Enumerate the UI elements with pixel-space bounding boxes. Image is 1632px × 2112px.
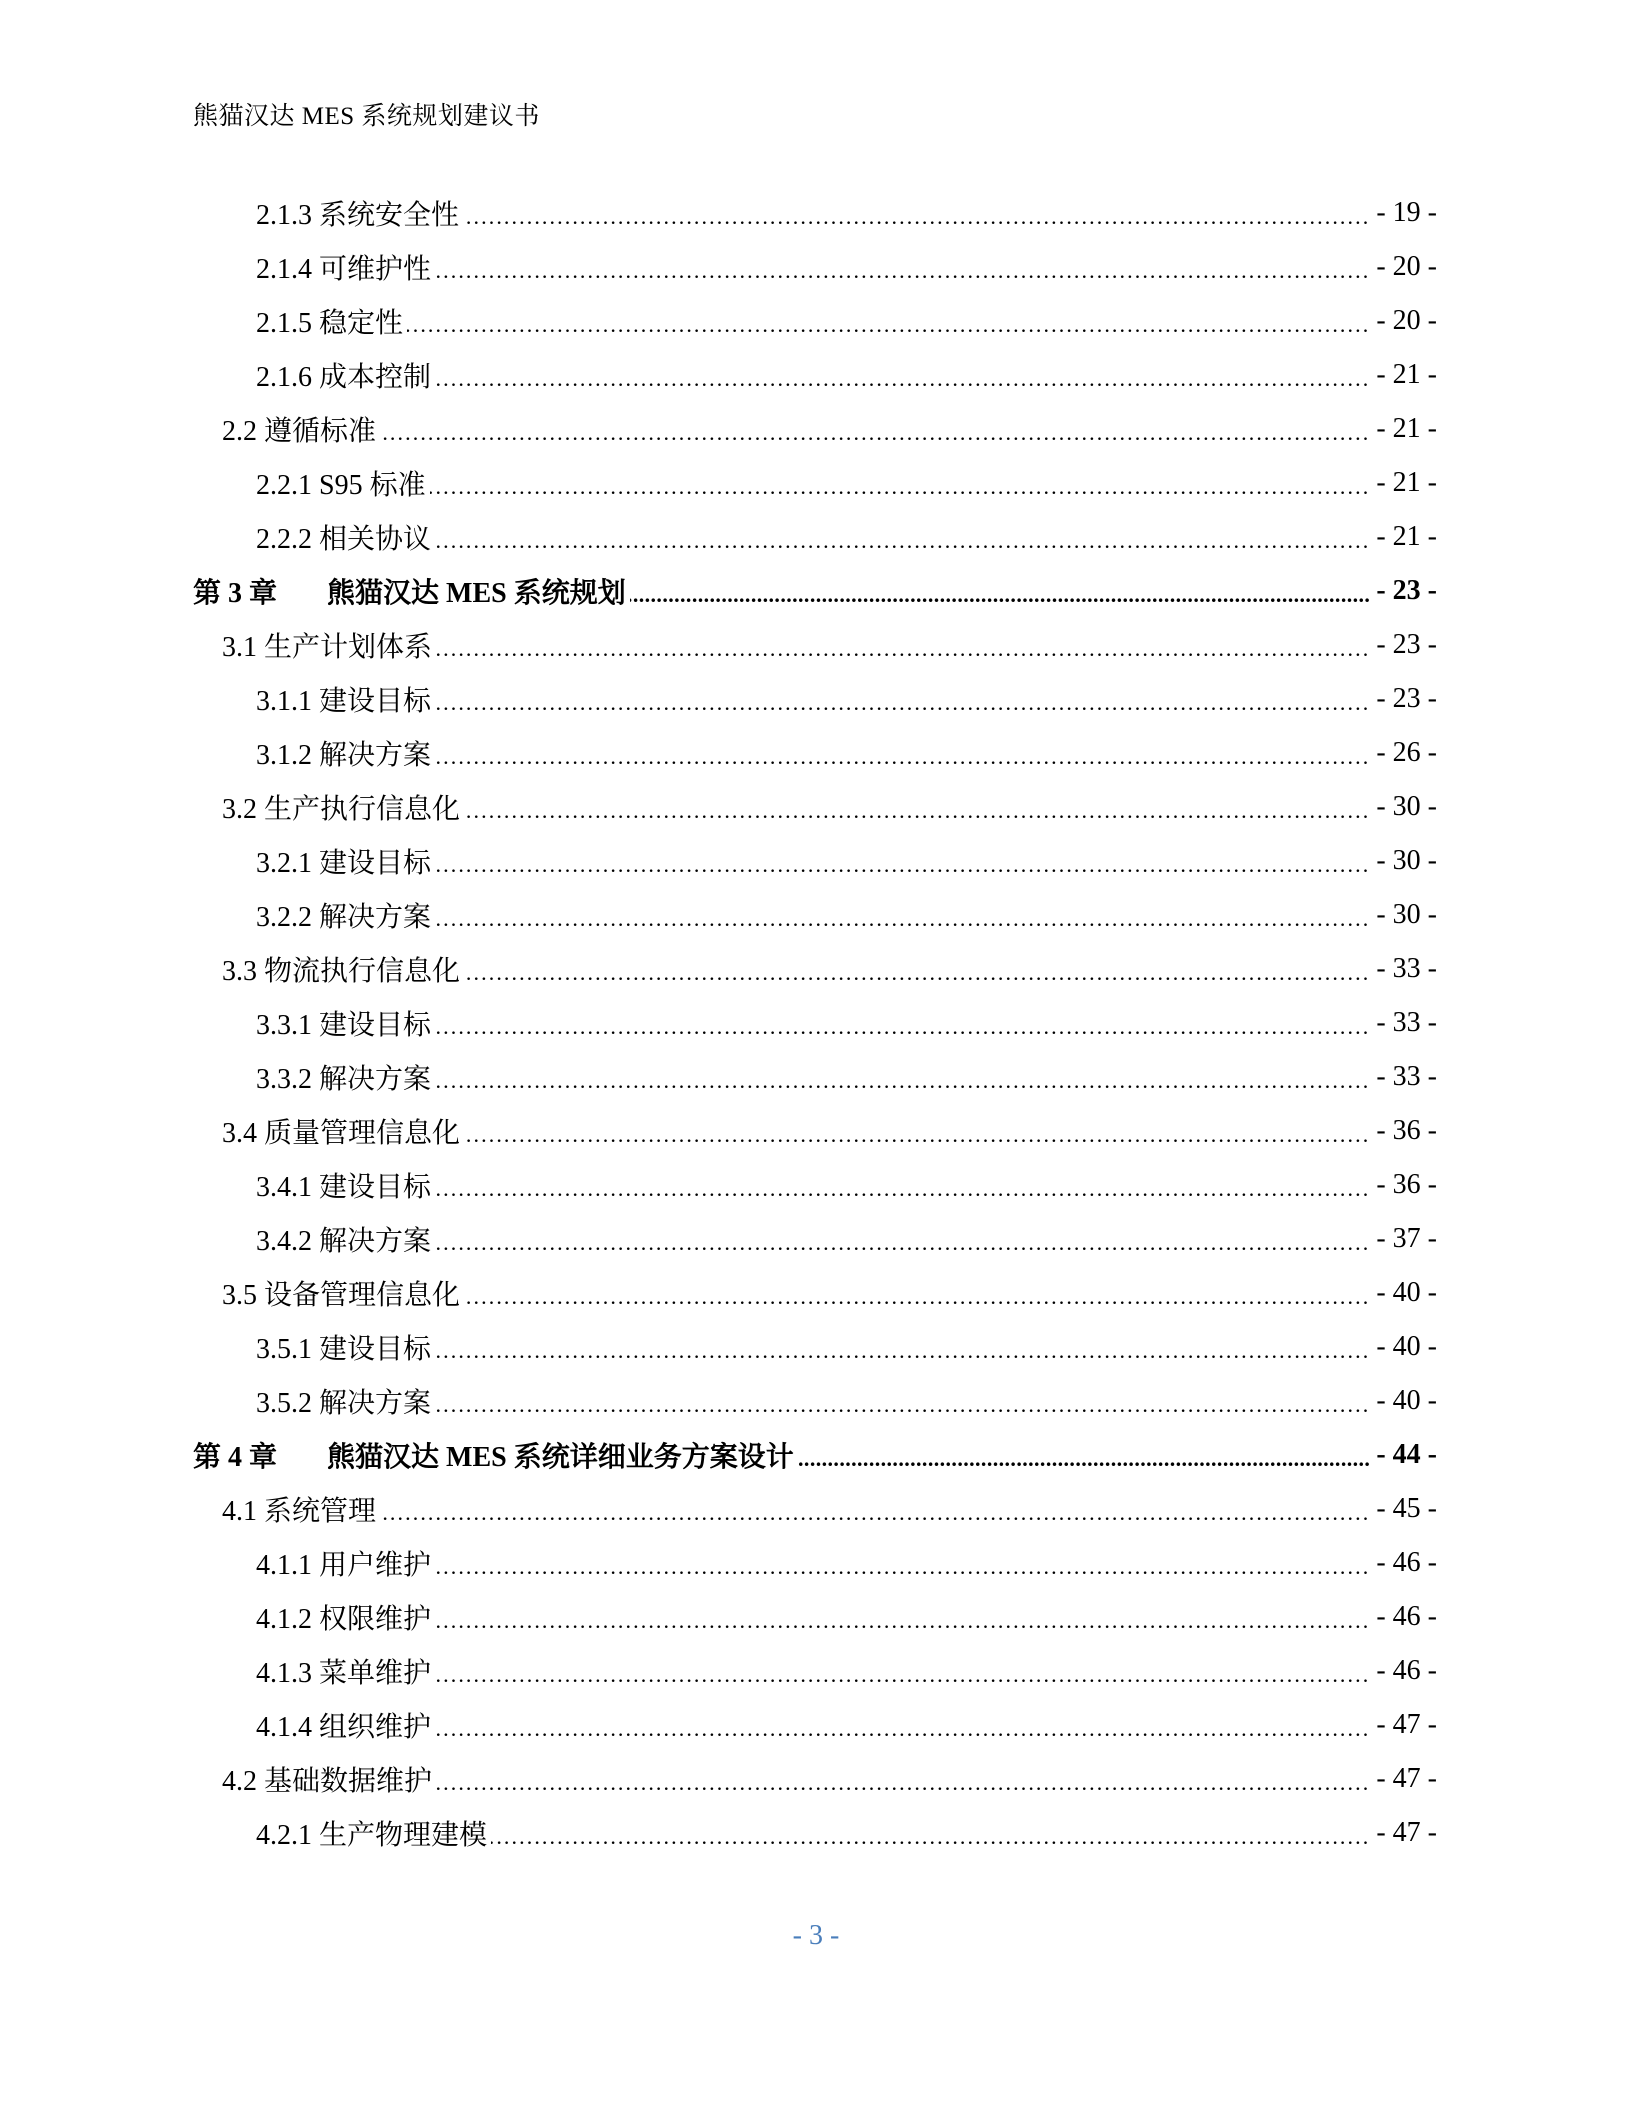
toc-entry-title: 生产执行信息化 xyxy=(264,794,461,825)
dot-leader xyxy=(435,1170,1370,1200)
toc-entry-page-number: - 21 - xyxy=(1376,467,1437,498)
dot-leader xyxy=(435,1332,1370,1362)
toc-entry-page-number: - 30 - xyxy=(1376,845,1437,876)
toc-entry-label xyxy=(256,733,435,773)
toc-entry-page-number: - 40 - xyxy=(1376,1277,1437,1308)
toc-entry-spacer xyxy=(257,1496,264,1527)
toc-entry-label xyxy=(222,1489,380,1529)
toc-subsection-entry[interactable] xyxy=(0,726,1632,780)
toc-entry-page-number: - 47 - xyxy=(1376,1817,1437,1848)
toc-entry-number: 4.1.1 xyxy=(256,1550,312,1581)
toc-entry-page-number: - 33 - xyxy=(1376,1007,1437,1038)
toc-entry-title: 解决方案 xyxy=(319,902,432,933)
toc-entry-label xyxy=(222,787,464,827)
toc-entry-number: 2.1.4 xyxy=(256,254,312,285)
toc-entry-spacer xyxy=(257,1280,264,1311)
toc-entry-title: 生产物理建模 xyxy=(319,1820,488,1851)
toc-entry-title: 物流执行信息化 xyxy=(264,956,461,987)
toc-subsection-entry[interactable] xyxy=(0,1050,1632,1104)
toc-entry-page-number: - 46 - xyxy=(1376,1655,1437,1686)
toc-section-entry[interactable] xyxy=(0,1266,1632,1320)
dot-leader xyxy=(430,468,1371,498)
toc-subsection-entry[interactable] xyxy=(0,672,1632,726)
toc-entry-label xyxy=(222,625,436,665)
dot-leader xyxy=(435,1224,1370,1254)
toc-entry-spacer xyxy=(312,1550,319,1581)
toc-entry-page-number: - 26 - xyxy=(1376,737,1437,768)
toc-entry-title: 建设目标 xyxy=(319,1334,432,1365)
toc-entry-number: 2.2 xyxy=(222,416,257,447)
toc-entry-page-number: - 44 - xyxy=(1376,1439,1437,1470)
toc-subsection-entry[interactable] xyxy=(0,1806,1632,1860)
table-of-contents xyxy=(0,186,1632,1860)
toc-entry-spacer xyxy=(312,740,319,771)
toc-subsection-entry[interactable] xyxy=(0,834,1632,888)
toc-entry-label xyxy=(222,1273,464,1313)
toc-entry-title: 解决方案 xyxy=(319,1226,432,1257)
toc-entry-page-number: - 21 - xyxy=(1376,521,1437,552)
toc-entry-spacer xyxy=(257,416,264,447)
dot-leader xyxy=(407,306,1370,336)
toc-entry-label xyxy=(256,1597,435,1637)
toc-entry-label xyxy=(256,895,435,935)
toc-entry-spacer xyxy=(312,1658,319,1689)
toc-entry-number: 4.1 xyxy=(222,1496,257,1527)
toc-entry-title: 可维护性 xyxy=(319,254,432,285)
toc-section-entry[interactable] xyxy=(0,1482,1632,1536)
toc-subsection-entry[interactable] xyxy=(0,1590,1632,1644)
toc-subsection-entry[interactable] xyxy=(0,510,1632,564)
toc-entry-label xyxy=(193,1435,798,1475)
toc-entry-number: 第 3 章 xyxy=(193,578,278,609)
toc-entry-number: 3.3 xyxy=(222,956,257,987)
toc-subsection-entry[interactable] xyxy=(0,186,1632,240)
toc-entry-spacer xyxy=(257,794,264,825)
toc-entry-spacer xyxy=(312,524,319,555)
toc-entry-title: 设备管理信息化 xyxy=(264,1280,461,1311)
toc-entry-number: 3.4.1 xyxy=(256,1172,312,1203)
toc-chapter-entry[interactable] xyxy=(0,1428,1632,1482)
toc-chapter-entry[interactable] xyxy=(0,564,1632,618)
dot-leader xyxy=(380,414,1370,444)
toc-entry-label xyxy=(256,679,435,719)
toc-entry-label xyxy=(222,1111,464,1151)
dot-leader xyxy=(435,1656,1370,1686)
dot-leader xyxy=(491,1818,1370,1848)
toc-entry-number: 3.2.1 xyxy=(256,848,312,879)
toc-entry-number: 4.2.1 xyxy=(256,1820,312,1851)
dot-leader xyxy=(380,1494,1370,1524)
dot-leader xyxy=(435,1548,1370,1578)
toc-section-entry[interactable] xyxy=(0,1752,1632,1806)
toc-entry-page-number: - 30 - xyxy=(1376,899,1437,930)
toc-entry-label xyxy=(256,1381,435,1421)
toc-entry-spacer xyxy=(312,1712,319,1743)
toc-entry-number: 4.2 xyxy=(222,1766,257,1797)
toc-entry-title: 建设目标 xyxy=(319,1010,432,1041)
toc-entry-label xyxy=(256,841,435,881)
toc-entry-title: 菜单维护 xyxy=(319,1658,432,1689)
toc-entry-page-number: - 33 - xyxy=(1376,953,1437,984)
toc-entry-label xyxy=(256,1003,435,1043)
toc-entry-label xyxy=(256,355,435,395)
toc-entry-label xyxy=(256,1651,435,1691)
toc-entry-page-number: - 23 - xyxy=(1376,683,1437,714)
toc-entry-number: 2.2.1 xyxy=(256,470,312,501)
toc-entry-label xyxy=(222,949,464,989)
toc-entry-spacer xyxy=(312,362,319,393)
toc-subsection-entry[interactable] xyxy=(0,1374,1632,1428)
toc-entry-label xyxy=(256,1165,435,1205)
toc-entry-label xyxy=(256,1813,491,1853)
dot-leader xyxy=(435,1710,1370,1740)
toc-entry-spacer xyxy=(312,308,319,339)
dot-leader xyxy=(464,1116,1370,1146)
toc-entry-number: 第 4 章 xyxy=(193,1442,278,1473)
toc-entry-label xyxy=(256,463,430,503)
toc-entry-label xyxy=(222,409,380,449)
toc-subsection-entry[interactable] xyxy=(0,1698,1632,1752)
toc-entry-title: 建设目标 xyxy=(319,686,432,717)
toc-entry-page-number: - 19 - xyxy=(1376,197,1437,228)
toc-entry-title: 解决方案 xyxy=(319,1064,432,1095)
toc-entry-title: 稳定性 xyxy=(319,308,404,339)
toc-subsection-entry[interactable] xyxy=(0,456,1632,510)
toc-entry-page-number: - 20 - xyxy=(1376,251,1437,282)
toc-entry-number: 4.1.4 xyxy=(256,1712,312,1743)
toc-entry-label xyxy=(256,1057,435,1097)
toc-entry-spacer xyxy=(257,632,264,663)
toc-entry-title: 解决方案 xyxy=(319,1388,432,1419)
toc-entry-title: 相关协议 xyxy=(319,524,432,555)
dot-leader xyxy=(798,1440,1371,1470)
toc-subsection-entry[interactable] xyxy=(0,1536,1632,1590)
toc-entry-spacer xyxy=(312,470,319,501)
toc-entry-spacer xyxy=(312,254,319,285)
toc-entry-spacer xyxy=(257,1118,264,1149)
toc-entry-label xyxy=(256,1327,435,1367)
toc-entry-label xyxy=(256,517,435,557)
toc-entry-page-number: - 23 - xyxy=(1376,575,1437,606)
toc-subsection-entry[interactable] xyxy=(0,1320,1632,1374)
toc-entry-page-number: - 33 - xyxy=(1376,1061,1437,1092)
toc-entry-page-number: - 46 - xyxy=(1376,1547,1437,1578)
toc-entry-number: 4.1.3 xyxy=(256,1658,312,1689)
toc-entry-title: 组织维护 xyxy=(319,1712,432,1743)
dot-leader xyxy=(464,1278,1370,1308)
toc-entry-page-number: - 47 - xyxy=(1376,1709,1437,1740)
dot-leader xyxy=(435,1008,1370,1038)
toc-subsection-entry[interactable] xyxy=(0,348,1632,402)
toc-entry-title: 熊猫汉达 MES 系统详细业务方案设计 xyxy=(327,1442,794,1473)
toc-section-entry[interactable] xyxy=(0,1104,1632,1158)
toc-entry-spacer xyxy=(312,1172,319,1203)
toc-entry-label xyxy=(256,1705,435,1745)
dot-leader xyxy=(463,198,1370,228)
toc-entry-page-number: - 21 - xyxy=(1376,413,1437,444)
toc-entry-number: 3.3.1 xyxy=(256,1010,312,1041)
toc-entry-page-number: - 30 - xyxy=(1376,791,1437,822)
toc-entry-spacer xyxy=(257,956,264,987)
toc-entry-title: 生产计划体系 xyxy=(264,632,433,663)
toc-section-entry[interactable] xyxy=(0,618,1632,672)
toc-entry-spacer xyxy=(312,200,319,231)
toc-entry-label xyxy=(256,301,407,341)
toc-entry-spacer xyxy=(312,902,319,933)
dot-leader xyxy=(435,900,1370,930)
toc-entry-number: 3.3.2 xyxy=(256,1064,312,1095)
toc-entry-page-number: - 23 - xyxy=(1376,629,1437,660)
dot-leader xyxy=(464,792,1370,822)
toc-entry-number: 3.1.2 xyxy=(256,740,312,771)
toc-entry-label xyxy=(256,1543,435,1583)
toc-subsection-entry[interactable] xyxy=(0,294,1632,348)
toc-entry-spacer xyxy=(312,1334,319,1365)
toc-entry-label xyxy=(222,1759,436,1799)
toc-entry-spacer xyxy=(312,1064,319,1095)
toc-entry-title: 用户维护 xyxy=(319,1550,432,1581)
toc-entry-spacer xyxy=(312,1604,319,1635)
toc-entry-spacer xyxy=(312,686,319,717)
toc-entry-page-number: - 47 - xyxy=(1376,1763,1437,1794)
toc-section-entry[interactable] xyxy=(0,780,1632,834)
toc-entry-spacer xyxy=(312,848,319,879)
toc-entry-page-number: - 46 - xyxy=(1376,1601,1437,1632)
toc-entry-number: 3.4.2 xyxy=(256,1226,312,1257)
toc-entry-number: 3.1.1 xyxy=(256,686,312,717)
toc-subsection-entry[interactable] xyxy=(0,240,1632,294)
dot-leader xyxy=(435,684,1370,714)
dot-leader xyxy=(435,846,1370,876)
toc-entry-number: 2.1.6 xyxy=(256,362,312,393)
dot-leader xyxy=(436,1764,1370,1794)
toc-entry-title: 解决方案 xyxy=(319,740,432,771)
toc-entry-spacer xyxy=(257,1766,264,1797)
dot-leader xyxy=(435,252,1370,282)
toc-entry-number: 2.2.2 xyxy=(256,524,312,555)
toc-entry-label xyxy=(256,247,435,287)
toc-section-entry[interactable] xyxy=(0,402,1632,456)
dot-leader xyxy=(435,360,1370,390)
toc-entry-number: 2.1.3 xyxy=(256,200,312,231)
toc-entry-page-number: - 37 - xyxy=(1376,1223,1437,1254)
dot-leader xyxy=(435,1062,1370,1092)
toc-subsection-entry[interactable] xyxy=(0,1644,1632,1698)
toc-entry-number: 2.1.5 xyxy=(256,308,312,339)
toc-entry-page-number: - 45 - xyxy=(1376,1493,1437,1524)
toc-entry-title: 系统安全性 xyxy=(319,200,460,231)
toc-entry-title: 熊猫汉达 MES 系统规划 xyxy=(327,578,626,609)
toc-entry-number: 3.5.1 xyxy=(256,1334,312,1365)
toc-entry-page-number: - 40 - xyxy=(1376,1385,1437,1416)
toc-entry-label xyxy=(193,571,630,611)
dot-leader xyxy=(435,738,1370,768)
dot-leader xyxy=(435,522,1370,552)
toc-entry-title: 成本控制 xyxy=(319,362,432,393)
toc-entry-page-number: - 20 - xyxy=(1376,305,1437,336)
toc-entry-title: 系统管理 xyxy=(264,1496,377,1527)
toc-section-entry[interactable] xyxy=(0,942,1632,996)
dot-leader xyxy=(464,954,1370,984)
toc-entry-title: 基础数据维护 xyxy=(264,1766,433,1797)
toc-entry-number: 3.2 xyxy=(222,794,257,825)
toc-subsection-entry[interactable] xyxy=(0,1212,1632,1266)
toc-entry-title: S95 标准 xyxy=(319,470,426,501)
toc-entry-spacer xyxy=(312,1820,319,1851)
toc-entry-spacer xyxy=(312,1388,319,1419)
toc-entry-page-number: - 21 - xyxy=(1376,359,1437,390)
toc-entry-label xyxy=(256,193,463,233)
toc-entry-number: 3.5.2 xyxy=(256,1388,312,1419)
document-header-title: 熊猫汉达 MES 系统规划建议书 xyxy=(193,103,540,130)
dot-leader xyxy=(435,1602,1370,1632)
toc-entry-number: 3.2.2 xyxy=(256,902,312,933)
toc-entry-spacer xyxy=(312,1226,319,1257)
dot-leader xyxy=(630,576,1371,606)
toc-entry-page-number: - 36 - xyxy=(1376,1115,1437,1146)
toc-entry-title: 权限维护 xyxy=(319,1604,432,1635)
toc-entry-number: 3.4 xyxy=(222,1118,257,1149)
toc-entry-page-number: - 36 - xyxy=(1376,1169,1437,1200)
toc-entry-spacer xyxy=(312,1010,319,1041)
page-number-footer: - 3 - xyxy=(792,1920,840,1951)
dot-leader xyxy=(436,630,1370,660)
toc-entry-label xyxy=(256,1219,435,1259)
toc-entry-number: 3.1 xyxy=(222,632,257,663)
toc-entry-title: 建设目标 xyxy=(319,848,432,879)
toc-entry-page-number: - 40 - xyxy=(1376,1331,1437,1362)
toc-subsection-entry[interactable] xyxy=(0,888,1632,942)
toc-entry-number: 4.1.2 xyxy=(256,1604,312,1635)
dot-leader xyxy=(435,1386,1370,1416)
toc-entry-title: 遵循标准 xyxy=(264,416,377,447)
toc-entry-title: 建设目标 xyxy=(319,1172,432,1203)
toc-subsection-entry[interactable] xyxy=(0,1158,1632,1212)
toc-entry-title: 质量管理信息化 xyxy=(264,1118,461,1149)
toc-subsection-entry[interactable] xyxy=(0,996,1632,1050)
toc-entry-number: 3.5 xyxy=(222,1280,257,1311)
